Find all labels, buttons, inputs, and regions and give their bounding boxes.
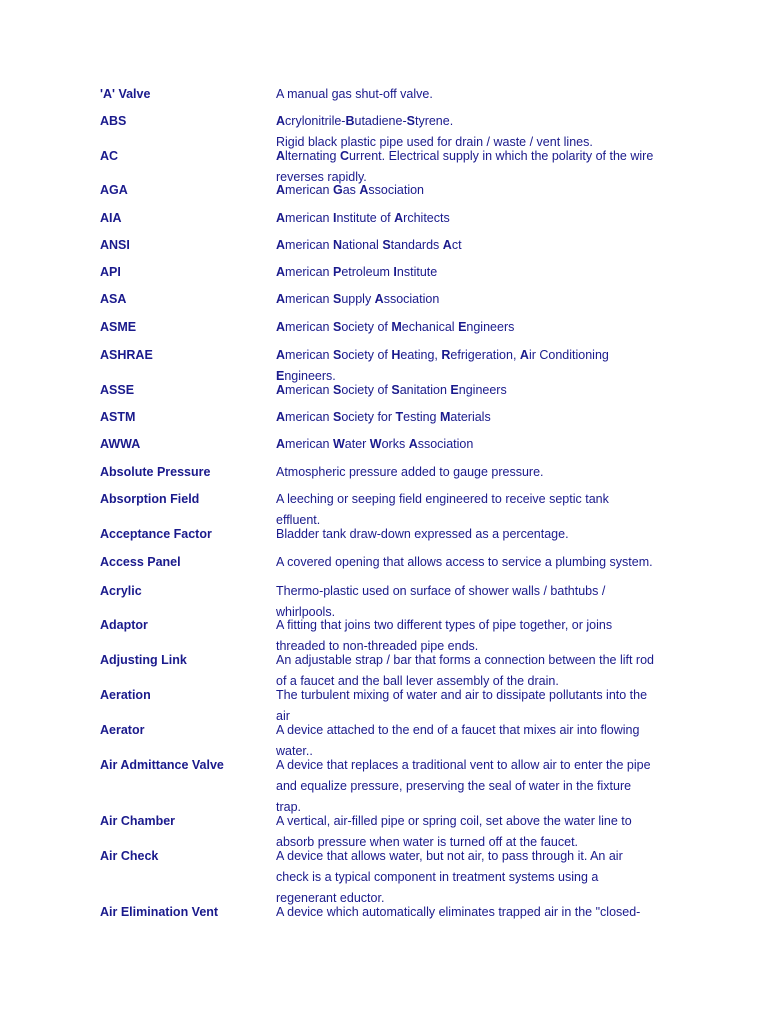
acronym-letter: S	[406, 114, 415, 128]
acronym-letter: A	[276, 265, 286, 279]
definition-line	[276, 513, 320, 527]
definition-text: regenerant eductor.	[276, 891, 385, 905]
definition-text: lternating	[285, 149, 340, 163]
definition-text: crylonitrile-	[285, 114, 346, 128]
definition-line	[276, 492, 609, 506]
definition-text: aterials	[450, 410, 491, 424]
definition-text: ct	[451, 238, 462, 252]
definition-line	[276, 87, 433, 101]
definition-line	[276, 555, 653, 569]
definition-text: tyrene.	[414, 114, 454, 128]
definition-text: ociety for	[341, 410, 396, 424]
definition-line	[276, 584, 605, 598]
definition-text: merican	[285, 211, 333, 225]
glossary-term: ANSI	[100, 238, 130, 252]
acronym-letter: A	[276, 320, 286, 334]
definition-line	[276, 779, 631, 793]
glossary-term: Adjusting Link	[100, 653, 187, 667]
definition-line	[276, 348, 609, 362]
acronym-letter: A	[394, 211, 404, 225]
definition-text: trap.	[276, 800, 302, 814]
definition-text: nstitute of	[336, 211, 395, 225]
definition-line	[276, 653, 654, 667]
definition-text: ational	[342, 238, 383, 252]
definition-line	[276, 211, 450, 225]
definition-line	[276, 605, 335, 619]
acronym-letter: E	[450, 383, 459, 397]
acronym-letter: A	[374, 292, 384, 306]
acronym-letter: S	[332, 292, 342, 306]
acronym-letter: A	[276, 114, 286, 128]
definition-text: merican	[285, 383, 333, 397]
acronym-letter: S	[332, 383, 342, 397]
acronym-letter: N	[332, 238, 342, 252]
acronym-letter: G	[332, 183, 343, 197]
acronym-letter: A	[276, 238, 286, 252]
definition-line	[276, 465, 544, 479]
definition-text: urrent. Electrical supply in which the polarity of the wire	[348, 149, 654, 163]
definition-text: echanical	[401, 320, 459, 334]
definition-text: etroleum	[341, 265, 394, 279]
definition-text: Atmospheric pressure added to gauge pressure.	[276, 465, 544, 479]
acronym-letter: T	[395, 410, 404, 424]
acronym-letter: A	[442, 238, 452, 252]
glossary-term: API	[100, 265, 121, 279]
acronym-letter: A	[408, 437, 418, 451]
definition-text: ngineers	[458, 383, 507, 397]
definition-text: reverses rapidly.	[276, 170, 367, 184]
acronym-letter: A	[276, 183, 286, 197]
acronym-letter: A	[276, 149, 286, 163]
glossary-term: Air Check	[100, 849, 159, 863]
definition-text: absorb pressure when water is turned off at the faucet.	[276, 835, 579, 849]
definition-text: orks	[381, 437, 409, 451]
definition-text: A device attached to the end of a faucet that mixes air into flowing	[276, 723, 640, 737]
acronym-letter: A	[519, 348, 529, 362]
definition-text: A device that replaces a traditional vent to allow air to enter the pipe	[276, 758, 651, 772]
definition-line	[276, 870, 598, 884]
definition-line	[276, 891, 384, 905]
definition-line	[276, 674, 559, 688]
acronym-letter: S	[332, 320, 342, 334]
definition-text: tandards	[390, 238, 443, 252]
definition-text: nstitute	[396, 265, 438, 279]
definition-line	[276, 618, 612, 632]
acronym-letter: M	[391, 320, 402, 334]
glossary-term: ABS	[100, 114, 127, 128]
glossary-term: ASSE	[100, 383, 135, 397]
definition-text: check is a typical component in treatment systems using a	[276, 870, 599, 884]
acronym-letter: M	[439, 410, 451, 424]
definition-text: air	[276, 709, 290, 723]
glossary-term: 'A' Valve	[100, 87, 151, 101]
definition-line	[276, 135, 593, 149]
glossary-term: ASA	[100, 292, 127, 306]
definition-text: ssociation	[417, 437, 474, 451]
definition-text: A device which automatically eliminates trapped air in the "closed-	[276, 905, 641, 919]
glossary-term: Adaptor	[100, 618, 148, 632]
definition-text: A fitting that joins two different types of pipe together, or joins	[276, 618, 613, 632]
definition-text: merican	[285, 238, 333, 252]
glossary-term: AGA	[100, 183, 128, 197]
definition-text: utadiene-	[354, 114, 407, 128]
definition-text: ssociation	[368, 183, 425, 197]
definition-text: A device that allows water, but not air, to pass through it. An air	[276, 849, 623, 863]
acronym-letter: S	[332, 348, 342, 362]
definition-text: upply	[341, 292, 375, 306]
acronym-letter: E	[276, 369, 285, 383]
definition-text: rchitects	[403, 211, 450, 225]
glossary-term: AC	[100, 149, 119, 163]
definition-text: ater	[344, 437, 370, 451]
acronym-letter: H	[391, 348, 401, 362]
definition-text: merican	[285, 265, 333, 279]
glossary-term: Air Chamber	[100, 814, 176, 828]
definition-text: merican	[285, 348, 333, 362]
definition-text: eating,	[400, 348, 442, 362]
acronym-letter: C	[339, 149, 349, 163]
definition-text: merican	[285, 320, 333, 334]
acronym-letter: W	[369, 437, 382, 451]
glossary-term: Absolute Pressure	[100, 465, 211, 479]
definition-line	[276, 709, 290, 723]
acronym-letter: A	[359, 183, 369, 197]
acronym-letter: I	[393, 265, 397, 279]
definition-line	[276, 238, 462, 252]
definition-text: Rigid black plastic pipe used for drain / waste / vent lines.	[276, 135, 593, 149]
acronym-letter: I	[332, 211, 337, 225]
definition-text: anitation	[399, 383, 451, 397]
definition-text: merican	[285, 410, 333, 424]
definition-text: ir Conditioning	[528, 348, 609, 362]
definition-text: water..	[276, 744, 313, 758]
definition-line	[276, 905, 640, 919]
definition-text: The turbulent mixing of water and air to dissipate pollutants into the	[276, 688, 648, 702]
glossary-term: AWWA	[100, 437, 141, 451]
definition-line	[276, 639, 478, 653]
definition-line	[276, 320, 514, 334]
acronym-letter: A	[276, 211, 286, 225]
acronym-letter: A	[276, 437, 286, 451]
definition-text: threaded to non-threaded pipe ends.	[276, 639, 479, 653]
acronym-letter: B	[345, 114, 355, 128]
definition-line	[276, 170, 367, 184]
definition-text: An adjustable strap / bar that forms a connection between the lift rod	[276, 653, 654, 667]
definition-text: esting	[403, 410, 440, 424]
glossary-term: Air Elimination Vent	[100, 905, 219, 919]
acronym-letter: S	[391, 383, 400, 397]
acronym-letter: R	[441, 348, 451, 362]
glossary-term: Air Admittance Valve	[100, 758, 224, 772]
glossary-term: Aeration	[100, 688, 151, 702]
definition-line	[276, 292, 439, 306]
acronym-letter: A	[276, 292, 286, 306]
definition-line	[276, 758, 651, 772]
definition-text: efrigeration,	[450, 348, 520, 362]
acronym-letter: A	[276, 410, 286, 424]
definition-line	[276, 527, 569, 541]
definition-text: A leeching or seeping field engineered to receive septic tank	[276, 492, 609, 506]
definition-line	[276, 410, 491, 424]
definition-text: Thermo-plastic used on surface of shower walls / bathtubs /	[276, 584, 606, 598]
definition-text: ngineers	[466, 320, 515, 334]
acronym-letter: A	[276, 383, 286, 397]
definition-line	[276, 383, 507, 397]
definition-text: A covered opening that allows access to service a plumbing system.	[276, 555, 653, 569]
glossary-term: Absorption Field	[100, 492, 200, 506]
glossary-term: ASHRAE	[100, 348, 153, 362]
definition-text: ociety of	[341, 348, 392, 362]
definition-line	[276, 183, 424, 197]
acronym-letter: A	[276, 348, 286, 362]
definition-text: effluent.	[276, 513, 321, 527]
definition-text: ociety of	[341, 383, 392, 397]
glossary-term: ASME	[100, 320, 137, 334]
definition-line	[276, 814, 632, 828]
definition-line	[276, 723, 639, 737]
definition-text: whirlpools.	[276, 605, 336, 619]
acronym-letter: S	[332, 410, 342, 424]
definition-text: A vertical, air-filled pipe or spring coil, set above the water line to	[276, 814, 632, 828]
definition-line	[276, 114, 453, 128]
definition-line	[276, 849, 623, 863]
definition-line	[276, 688, 647, 702]
glossary-term: Acrylic	[100, 584, 142, 598]
definition-line	[276, 744, 313, 758]
glossary-term: Access Panel	[100, 555, 181, 569]
definition-text: merican	[285, 292, 333, 306]
definition-text: ssociation	[383, 292, 440, 306]
definition-line	[276, 369, 336, 383]
definition-line	[276, 265, 437, 279]
definition-text: ngineers.	[284, 369, 336, 383]
glossary-term: ASTM	[100, 410, 136, 424]
definition-text: ociety of	[341, 320, 392, 334]
definition-text: merican	[285, 437, 333, 451]
glossary-term: Aerator	[100, 723, 145, 737]
acronym-letter: W	[332, 437, 345, 451]
acronym-letter: E	[458, 320, 467, 334]
definition-text: Bladder tank draw-down expressed as a percentage.	[276, 527, 569, 541]
definition-line	[276, 835, 578, 849]
glossary-term: Acceptance Factor	[100, 527, 212, 541]
acronym-letter: P	[332, 265, 342, 279]
definition-text: as	[342, 183, 360, 197]
definition-text: A manual gas shut-off valve.	[276, 87, 433, 101]
glossary-term: AIA	[100, 211, 122, 225]
acronym-letter: S	[382, 238, 391, 252]
definition-text: of a faucet and the ball lever assembly of the drain.	[276, 674, 559, 688]
definition-line	[276, 437, 473, 451]
definition-line	[276, 149, 653, 163]
definition-line	[276, 800, 301, 814]
definition-text: merican	[285, 183, 333, 197]
definition-text: and equalize pressure, preserving the seal of water in the fixture	[276, 779, 632, 793]
